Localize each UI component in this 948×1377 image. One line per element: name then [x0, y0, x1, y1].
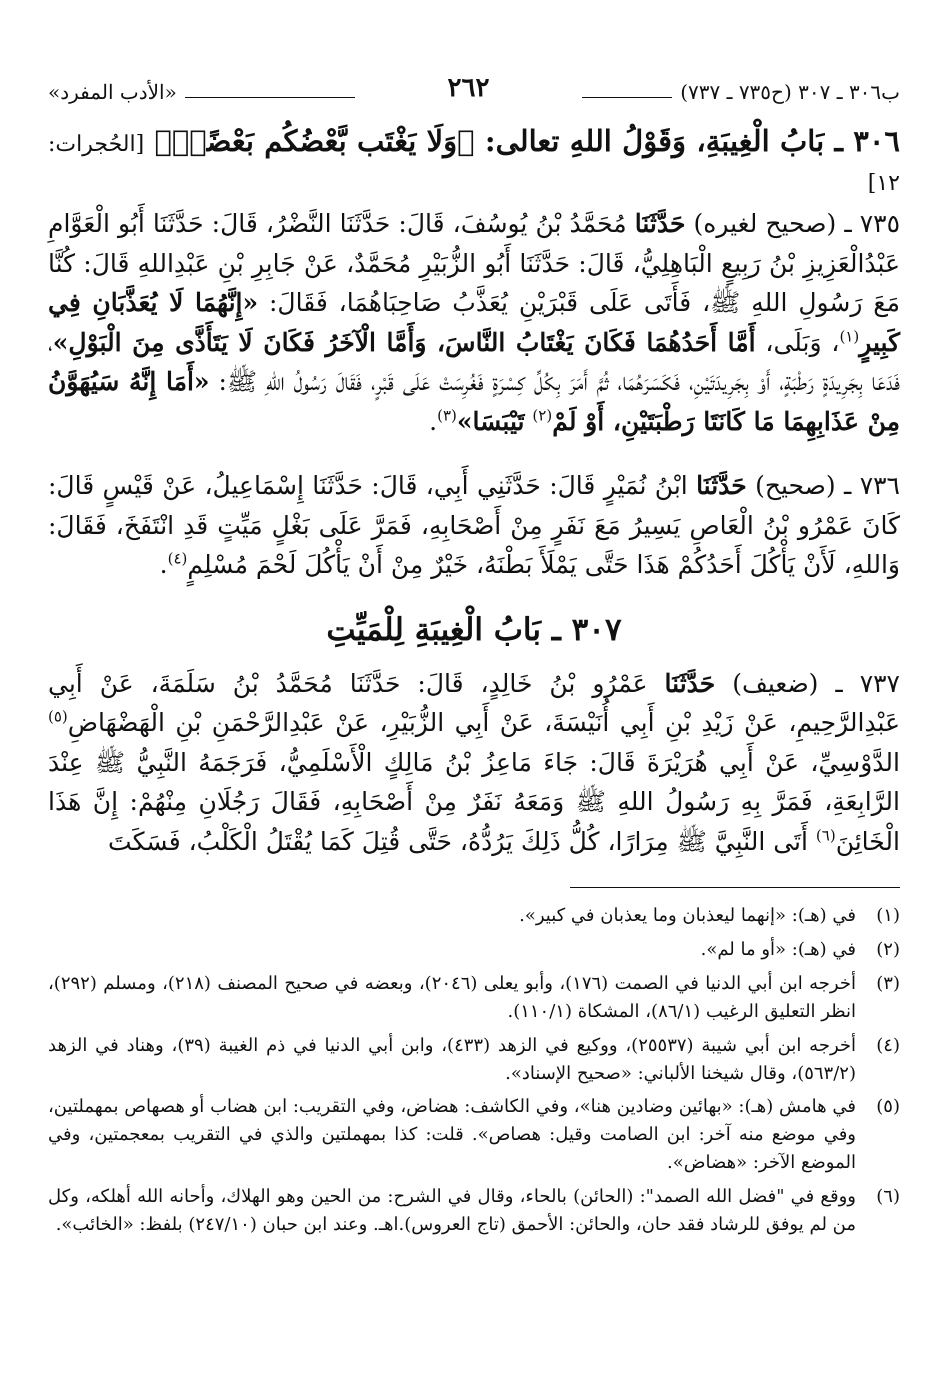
footnotes	[48, 902, 900, 1239]
section-range: ب٣٠٦ ـ ٣٠٧ (ح٧٣٥ ـ ٧٣٧)	[680, 80, 900, 104]
hadith-number: ٧٣٦ ـ	[844, 471, 900, 501]
footnote-item	[48, 1183, 900, 1239]
footnote-item	[48, 902, 900, 930]
hadith-grade: (صحيح)	[755, 471, 836, 501]
hadith-text: الدَّوْسِيِّ، عَنْ أَبِي هُرَيْرَةَ قَالَ: جَاءَ مَاعِزُ بْنُ مَالِكٍ الْأَسْلَمِيُّ، فَرَجَمَهُ النَّبِيُّ ﷺ عِنْدَ الرَّابِعَةِ، فَمَرَّ بِهِ رَسُولُ اللهِ ﷺ وَمَعَهُ نَفَرٌ مِنْ أَصْحَابِهِ، فَقَالَ رَجُلَانِ مِنْهُمْ: إِنَّ هَذَا الْخَائِنَ	[48, 747, 900, 856]
footnote-marker[interactable]: (٦)	[815, 826, 836, 845]
footnote-marker[interactable]: (٥)	[48, 707, 68, 726]
hadith-text: أَتَى النَّبِيَّ ﷺ مِرَارًا، كُلُّ ذَلِكَ يَرُدُّهُ، حَتَّى قُتِلَ كَمَا يُقْتَلُ الْكَلْبُ، فَسَكَتَ	[108, 826, 816, 856]
footnote-item	[48, 1093, 900, 1177]
footnote-text: أخرجه ابن أبي شيبة (٢٥٥٣٧)، ووكيع في الزهد (٤٣٣)، وابن أبي الدنيا في ذم الغيبة (٣٩)، وهناد في الزهد (٥٦٣/٢)، وقال شيخنا الألباني: «صحيح الإسناد».	[48, 1034, 857, 1084]
footnote-text: ووقع في "فضل الله الصمد": (الحائن) بالحاء، وقال في الشرح: من الحين وهو الهلاك، وأحانه الله أهلكه، وكل من لم يوفق للرشاد فقد حان، والحائن: الأحمق (تاج العروس).اهـ. وعند ابن حبان (٢٤٧/١٠) بلفظ: «الخائب».	[48, 1186, 856, 1236]
prophetic-saying: «إِنَّهُمَا لَا يُعَذَّبَانِ فِي كَبِيرٍ	[48, 288, 901, 357]
book-page	[48, 66, 900, 1356]
footnote-number: (٦)	[876, 1186, 900, 1208]
hadith-text: ، وَبَلَى،	[765, 327, 840, 357]
footnote-text: في هامش (هـ): «بهائين وضادين هنا»، وفي الكاشف: هضاض، وفي التقريب: ابن هضاب أو هصهاص بمهملتين، وفي موضع منه آخر: ابن الصامت وقيل: هصاص». قلت: كذا بمهملتين والذي في التقريب بمعجمتين، وفي الموضع الآخر: «هضاض».	[48, 1096, 856, 1174]
footnote-text: أخرجه ابن أبي الدنيا في الصمت (١٧٦)، وأبو يعلى (٢٠٤٦)، وبعضه في صحيح المصنف (٢١٨)، ومسلم (٢٩٢)، انظر التعليق الرغيب (٨٦/١)، المشكاة (١١٠/١).	[48, 972, 856, 1022]
quran-reference: [الحُجرات: ١٢]	[48, 132, 900, 197]
prophetic-saying: تَيْبَسَا»	[456, 406, 525, 436]
header-rule	[185, 97, 355, 98]
footnote-number: (١)	[876, 905, 900, 927]
prophetic-saying: «أَمَا إِنَّهُ سَيُهَوَّنُ مِنْ عَذَابِهِمَا مَا كَانَتَا رَطْبَتَيْنِ، أَوْ لَمْ	[48, 367, 900, 436]
narration-verb: حَدَّثَنَا	[634, 209, 686, 239]
running-header	[48, 66, 900, 104]
footnote-item	[48, 1032, 900, 1088]
hadith-735	[48, 204, 900, 441]
hadith-text: .	[429, 406, 438, 436]
footnote-marker[interactable]: (١)	[839, 327, 860, 346]
hadith-number: ٧٣٥ ـ	[844, 209, 901, 239]
hadith-737	[48, 664, 900, 862]
footnote-number: (٥)	[876, 1096, 900, 1118]
footnote-number: (٢)	[876, 939, 900, 961]
footnote-text: في (هـ): «أو ما لم».	[700, 939, 856, 961]
footnote-item	[48, 936, 900, 964]
hadith-736	[48, 466, 900, 585]
footnote-marker[interactable]: (٢)	[532, 406, 553, 425]
chapter-title: ٣٠٦ ـ بَابُ الْغِيبَةِ، وَقَوْلُ اللهِ تعالى: ﴿وَلَا يَغْتَب بَّعْضُكُم بَعْضًاۚ﴾	[154, 124, 900, 158]
footnote-marker[interactable]: (٤)	[167, 549, 188, 568]
footnote-number: (٤)	[876, 1034, 900, 1056]
narration-verb: حَدَّثَنَا	[696, 471, 747, 501]
narration-verb: حَدَّثَنَا	[664, 668, 716, 698]
chapter-heading-306	[48, 122, 900, 200]
running-header-right	[582, 80, 900, 104]
chapter-heading-307	[48, 610, 900, 652]
prophetic-saying: أَمَّا أَحَدُهُمَا فَكَانَ يَغْتَابُ النَّاسَ، وَأَمَّا الْآخَرُ فَكَانَ لَا يَتَأَذَّى مِنَ الْبَوْلِ»	[52, 327, 756, 357]
footnote-separator	[570, 887, 900, 888]
hadith-grade: (صحيح لغيره)	[693, 209, 837, 239]
footnote-number: (٣)	[876, 972, 900, 994]
page-number: ٢٦٢	[447, 72, 490, 103]
header-rule	[582, 97, 672, 98]
chapter-title: ٣٠٧ ـ بَابُ الْغِيبَةِ لِلْمَيِّتِ	[326, 611, 622, 648]
hadith-text: مُحَمَّدُ بْنُ يُوسُفَ، قَالَ: حَدَّثَنَا النَّضْرُ، قَالَ: حَدَّثَنَا أَبُو الْعَوَّامِ عَبْدُالْعَزِيزِ بْنُ رَبِيعٍ الْبَاهِلِيُّ، قَالَ: حَدَّثَنَا أَبُو الزُّبَيْرِ مُحَمَّدٌ، عَنْ جَابِرِ بْنِ عَبْدِاللهِ قَالَ: كُنَّا مَعَ رَسُولِ اللهِ ﷺ، فَأَتَى عَلَى قَبْرَيْنِ يُعَذَّبُ صَاحِبَاهُمَا، فَقَالَ:	[48, 209, 900, 318]
footnote-marker[interactable]: (٣)	[437, 406, 457, 425]
hadith-text: ابْنُ نُمَيْرٍ قَالَ: حَدَّثَنِي أَبِي، قَالَ: حَدَّثَنَا إِسْمَاعِيلُ، عَنْ قَيْسٍ قَالَ: كَانَ عَمْرُو بْنُ الْعَاصِ يَسِيرُ مَعَ نَفَرٍ مِنْ أَصْحَابِهِ، فَمَرَّ عَلَى بَغْلٍ مَيِّتٍ قَدِ انْتَفَخَ، فَقَالَ: وَاللهِ، لَأَنْ يَأْكُلَ أَحَدُكُمْ هَذَا حَتَّى يَمْلَأَ بَطْنَهُ، خَيْرٌ مِنْ أَنْ يَأْكُلَ لَحْمَ مُسْلِمٍ	[48, 471, 900, 580]
running-header-left	[48, 80, 355, 104]
footnote-item	[48, 970, 900, 1026]
hadith-text: .	[159, 550, 168, 580]
hadith-text: عَمْرُو بْنُ خَالِدٍ، قَالَ: حَدَّثَنَا مُحَمَّدُ بْنُ سَلَمَةَ، عَنْ أَبِي عَبْدِالرَّحِيمِ، عَنْ زَيْدِ بْنِ أَبِي أُنَيْسَةَ، عَنْ أَبِي الزُّبَيْرِ، عَنْ عَبْدِالرَّحْمَنِ بْنِ الْهَضْهَاضِ	[48, 668, 900, 738]
hadith-number: ٧٣٧ ـ	[835, 668, 900, 698]
footnote-text: في (هـ): «إنهما ليعذبان وما يعذبان في كبير».	[519, 905, 856, 927]
hadith-grade: (ضعيف)	[732, 668, 819, 698]
hadith-text: ، فَدَعَا بِجَرِيدَةٍ رَطْبَةٍ، أَوْ بِجَرِيدَتَيْنِ، فَكَسَرَهُمَا، ثُمَّ أَمَرَ بِكُلِّ كِسْرَةٍ فَغُرِسَتْ عَلَى قَبْرٍ، فَقَالَ رَسُولُ اللهِ ﷺ:	[48, 327, 900, 397]
book-title: «الأدب المفرد»	[48, 80, 177, 104]
